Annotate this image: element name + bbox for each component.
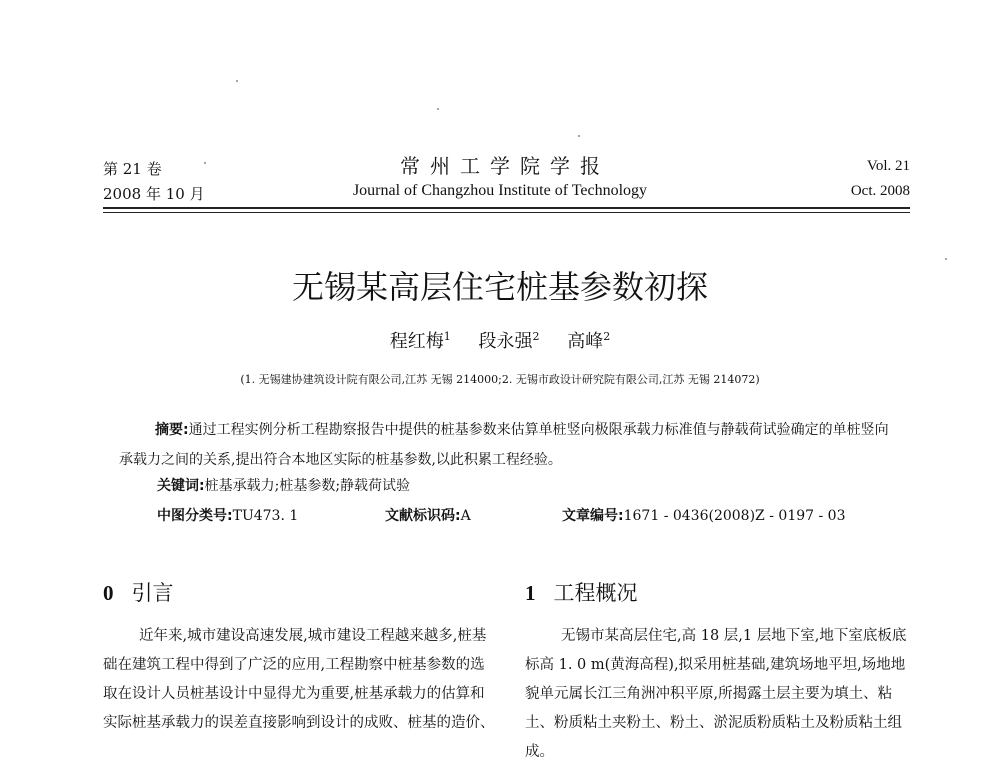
section-title: 工程概况 [553,581,638,605]
classification [157,505,298,525]
keywords-label: 关键词: [157,478,205,494]
keywords-text: 桩基承载力;桩基参数;静载荷试验 [204,478,411,494]
abstract-text: 通过工程实例分析工程勘察报告中提供的桩基参数来估算单桩竖向极限承载力标准值与静载荷试验确定的单桩竖向承载力之间的关系,提出符合本地区实际的桩基参数,以此积累工程经验。 [119,422,889,468]
abstract [119,415,897,475]
header-date-cn: 2008 年 10 月 [103,185,205,203]
header-volume-cn: 第 21 卷 [103,160,162,178]
author-mark: 1 [443,330,451,343]
class-label: 中图分类号: [157,508,233,524]
section-number: 1 [525,581,536,605]
author-mark: 2 [603,330,611,343]
section-number: 0 [103,581,114,605]
author-name: 程红梅 [389,331,444,352]
doc-label: 文献标识码: [385,508,461,524]
section-heading-intro [103,577,174,607]
section-body-overview: 无锡市某高层住宅,高 18 层,1 层地下室,地下室底板底标高 1. 0 m(黄海高程),拟采用桩基础,建筑场地平坦,场地地貌单元属长江三角洲冲积平原,所揭露土层主要为填土、粘土、粉质粘土夹粉土、粉土、淤泥质粉质粘土及粉质粘土组成。 [525,628,907,760]
article-no-value: 1671 - 0436(2008)Z - 0197 - 03 [623,508,846,524]
header-rule-thick [103,207,910,209]
document-code [385,505,471,525]
author-list [0,327,1000,353]
header-rule-thin [103,212,910,213]
article-number [562,505,845,525]
author-name: 段永强 [478,331,533,352]
section-heading-overview [525,577,638,607]
header-date-en: Oct. 2008 [850,183,910,199]
article-no-label: 文章编号: [562,508,624,524]
abstract-label: 摘要: [155,422,189,438]
keywords [157,475,410,495]
header-volume-en: Vol. 21 [866,158,910,174]
class-value: TU473. 1 [232,508,299,524]
author-mark: 2 [532,330,540,343]
section-title: 引言 [131,581,174,605]
section-body-intro: 近年来,城市建设高速发展,城市建设工程越来越多,桩基础在建筑工程中得到了广泛的应用,工程勘察中桩基参数的选取在设计人员桩基设计中显得尤为重要,桩基承载力的估算和实际桩基承载力的误差直接影响到设计的成败、桩基的造价、 [103,628,495,731]
affiliation: (1. 无锡建协建筑设计院有限公司,江苏 无锡 214000;2. 无锡市政设计研究院有限公司,江苏 无锡 214072) [240,373,760,386]
journal-title-en: Journal of Changzhou Institute of Technology [352,182,648,199]
scan-speck [945,258,947,260]
author-name: 高峰 [567,331,604,352]
article-title: 无锡某高层住宅桩基参数初探 [291,268,708,306]
journal-title-cn: 常州工学院学报 [400,154,610,178]
scan-speck [578,135,580,137]
scan-speck [437,108,439,110]
scan-speck [236,80,238,82]
doc-value: A [460,508,471,524]
